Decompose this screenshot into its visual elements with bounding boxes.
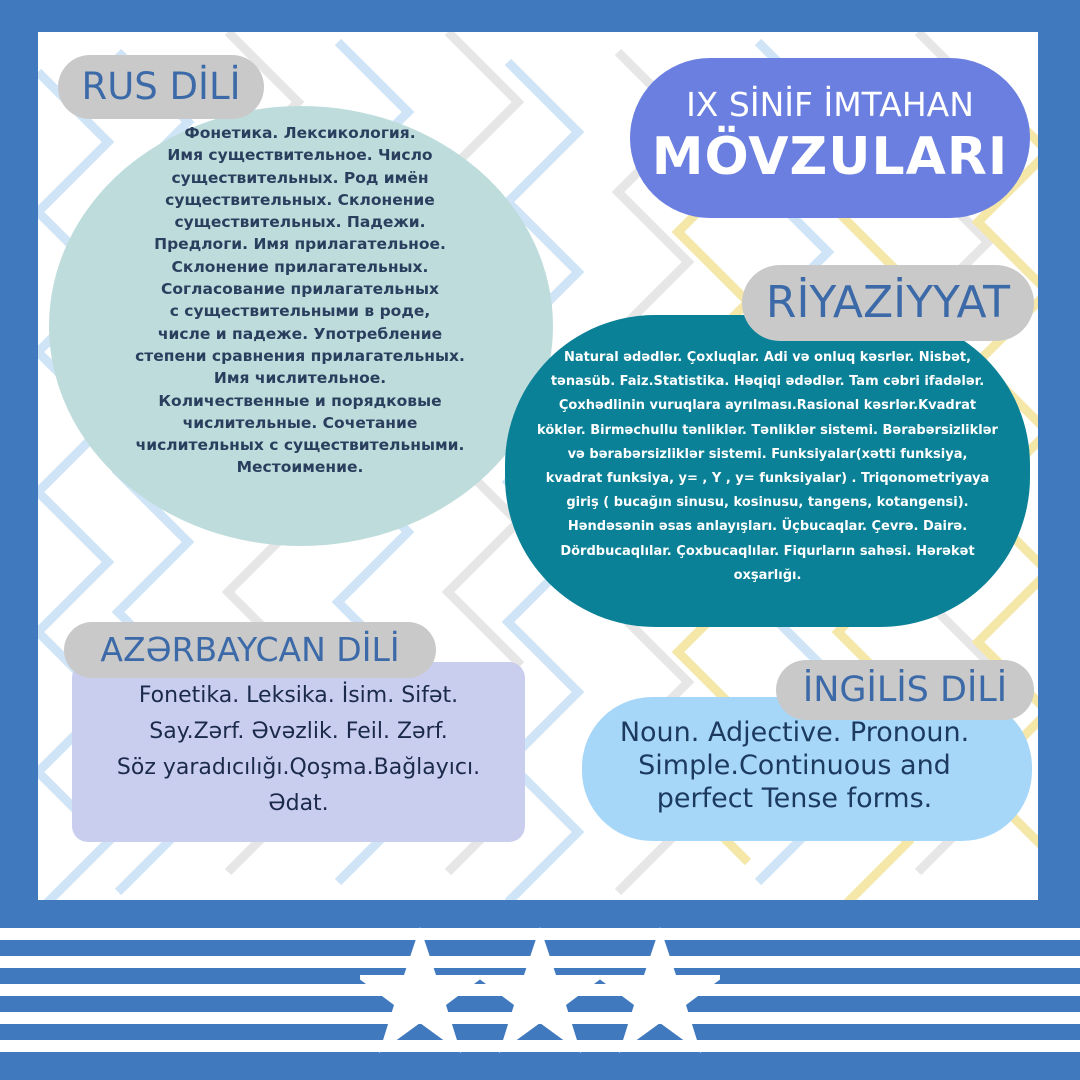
rus-topic-line: Предлоги. Имя прилагательное.	[154, 235, 446, 254]
rus-topic-line: Местоимение.	[236, 458, 364, 477]
math-topic-line: oxşarlığı.	[733, 567, 802, 583]
rus-topic-line: существительных. Склонение	[165, 190, 435, 209]
az-title-text: AZƏRBAYCAN DİLİ	[100, 630, 400, 669]
header-line-1: IX SİNİF İMTAHAN	[686, 85, 974, 124]
header-pill	[630, 58, 1030, 218]
math-topic-line: və bərabərsizliklər sistemi. Funksiyalar(xətti funksiya,	[567, 446, 968, 462]
az-topic-line: Ədat.	[268, 791, 329, 816]
az-topics	[72, 678, 525, 822]
az-topic-line: Söz yaradıcılığı.Qoşma.Bağlayıcı.	[116, 755, 481, 780]
math-topic-line: giriş ( bucağın sinusu, kosinusu, tangens, kotangensi).	[566, 495, 969, 511]
math-topic-line: Dördbucaqlılar. Çoxbucaqlılar. Fiqurların sahəsi. Hərəkət	[560, 543, 975, 559]
rus-topic-line: числе и падеже. Употребление	[157, 324, 443, 343]
header-line-2: MÖVZULARI	[651, 127, 1009, 187]
rus-topic-line: с существительными в роде,	[169, 302, 431, 321]
eng-topic-line: perfect Tense forms.	[656, 783, 933, 814]
math-title-text: RİYAZİYYAT	[765, 277, 1011, 328]
rus-topic-line: Фонетика. Лексикология.	[184, 124, 416, 142]
az-topic-line: Say.Zərf. Əvəzlik. Feil. Zərf.	[149, 719, 448, 744]
eng-title	[776, 660, 1034, 720]
star-icon	[360, 927, 486, 1053]
rus-topic-line: степени сравнения прилагательных.	[135, 346, 465, 365]
rus-topic-line: Склонение прилагательных.	[171, 257, 429, 276]
star-icon	[474, 927, 606, 1053]
rus-title	[58, 55, 264, 119]
star-icon	[594, 927, 720, 1053]
rus-topic-line: Имя существительное. Число	[167, 146, 433, 165]
rus-title-text: RUS DİLİ	[81, 65, 241, 108]
math-title	[742, 265, 1034, 341]
rus-topic-line: Количественные и порядковые	[158, 391, 442, 410]
math-topics	[520, 346, 1015, 588]
eng-topic-line: Noun. Adjective. Pronoun.	[619, 717, 970, 748]
rus-topic-line: Имя числительное.	[213, 369, 387, 388]
rus-topic-line: числительные. Сочетание	[182, 413, 418, 432]
math-topic-line: tənasüb. Faiz.Statistika. Həqiqi ədədlər. Tam cəbri ifadələr.	[550, 374, 985, 390]
eng-topic-line: Simple.Continuous and	[638, 750, 951, 781]
math-topic-line: köklər. Birməchullu tənliklər. Tənliklər sistemi. Bərabərsizliklər	[537, 422, 998, 438]
eng-title-text: İNGİLİS DİLİ	[802, 670, 1008, 710]
rus-topics	[110, 122, 490, 479]
math-topic-line: Həndəsənin əsas anlayışları. Üçbucaqlar. Çevrə. Dairə.	[567, 519, 968, 535]
stars-group	[360, 925, 720, 1080]
math-topic-line: Çoxhədlinin vuruqlara ayrılması.Rasional kəsrlər.Kvadrat	[558, 398, 977, 414]
rus-topic-line: существительных. Род имён	[171, 168, 429, 187]
az-title	[64, 622, 436, 678]
math-topic-line: kvadrat funksiya, y= , Y , y= funksiyalar) . Triqonometriyaya	[545, 471, 990, 487]
rus-topic-line: числительных с существительными.	[135, 436, 465, 455]
rus-topic-line: существительных. Падежи.	[174, 213, 426, 232]
math-topic-line: Natural ədədlər. Çoxluqlar. Adi və onluq kəsrlər. Nisbət,	[563, 350, 972, 365]
az-topic-line: Fonetika. Leksika. İsim. Sifət.	[138, 683, 459, 708]
eng-topics	[592, 716, 997, 815]
rus-topic-line: Согласование прилагательных	[161, 280, 439, 299]
